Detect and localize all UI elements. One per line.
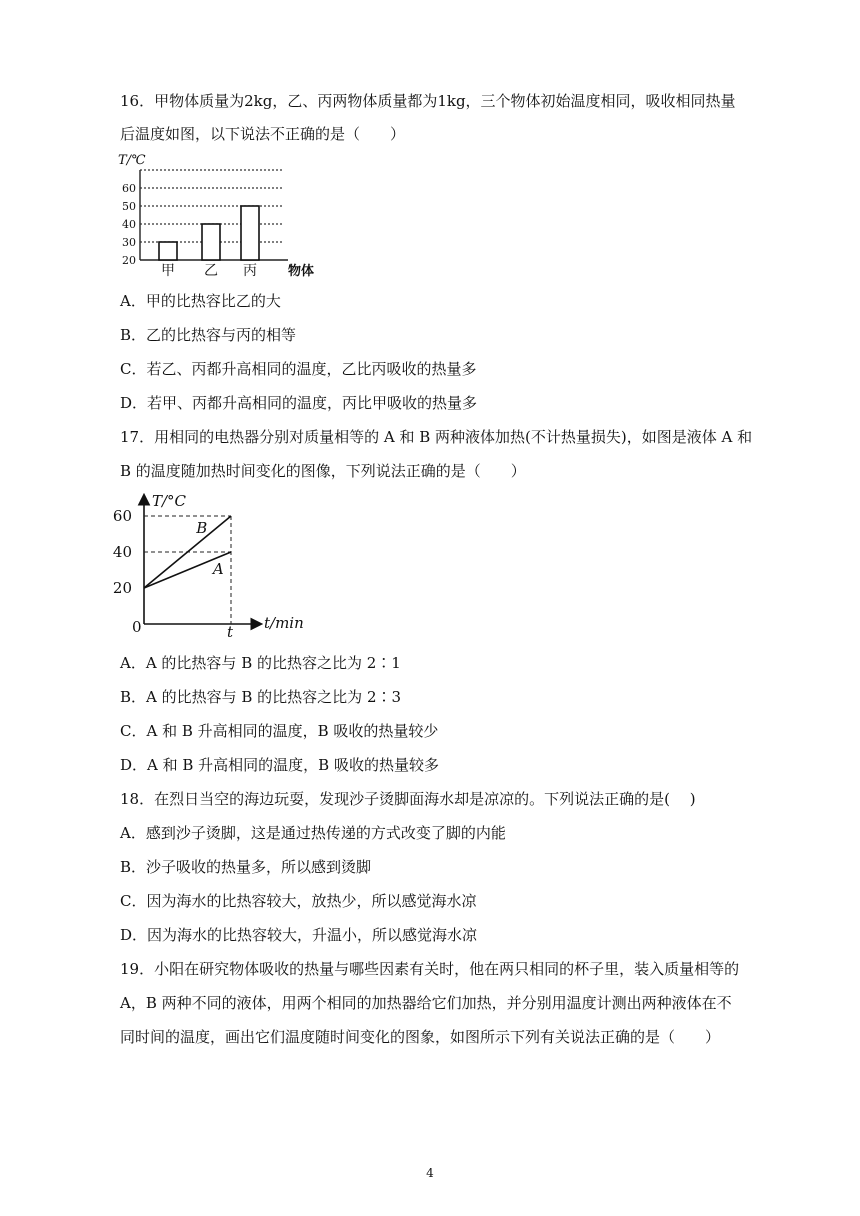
q16-y-tick-label: 20 [122,254,136,267]
q17-y-tick-label: 60 [112,507,132,525]
q16-bar [159,242,177,260]
q18-option-d: D．因为海水的比热容较大，升温小，所以感觉海水凉 [120,926,478,944]
q19-stem-line2: A，B 两种不同的液体，用两个相同的加热器给它们加热，并分别用温度计测出两种液体在不 [120,994,732,1012]
q17-stem-line2: B 的温度随加热时间变化的图像，下列说法正确的是（ ） [120,462,526,480]
page-number: 4 [426,1166,434,1180]
q16-y-tick-label: 40 [122,218,136,231]
q17-x-axis-label: t/min [264,614,304,632]
q18-option-b: B．沙子吸收的热量多，所以感到烫脚 [120,858,372,876]
q17-line-chart [110,488,320,643]
q16-bar [202,224,220,260]
q17-y-axis-label: T/°C [152,492,187,510]
q16-stem-line2: 后温度如图，以下说法不正确的是（ ） [120,125,406,143]
q17-option-b: B．A 的比热容与 B 的比热容之比为 2∶3 [120,688,402,706]
q16-stem-line1: 16．甲物体质量为2kg，乙、丙两物体质量都为1kg，三个物体初始温度相同，吸收相同热量 [120,92,736,110]
q16-option-d: D．若甲、丙都升高相同的温度，丙比甲吸收的热量多 [120,394,478,412]
q17-stem-line1: 17．用相同的电热器分别对质量相等的 A 和 B 两种液体加热(不计热量损失)，如图是液体 A 和 [120,428,753,446]
q17-series-label: B [196,518,208,537]
q18-option-a: A．感到沙子烫脚，这是通过热传递的方式改变了脚的内能 [120,824,506,842]
q19-stem-line1: 19．小阳在研究物体吸收的热量与哪些因素有关时，他在两只相同的杯子里，装入质量相等的 [120,960,740,978]
q16-bar-chart [110,148,340,283]
q17-x-tick-t: t [227,623,234,641]
q16-option-a: A．甲的比热容比乙的大 [120,292,281,310]
q16-option-c: C．若乙、丙都升高相同的温度，乙比丙吸收的热量多 [120,360,477,378]
q18-option-c: C．因为海水的比热容较大，放热少，所以感觉海水凉 [120,892,477,910]
q16-y-axis-label: T/℃ [118,153,146,168]
q17-series-label: A [212,560,224,579]
q17-y-tick-label: 20 [112,579,132,597]
q17-y-tick-label: 40 [112,543,132,561]
q17-option-c: C．A 和 B 升高相同的温度，B 吸收的热量较少 [120,722,439,740]
q18-stem-line1: 18．在烈日当空的海边玩耍，发现沙子烫脚面海水却是凉凉的。下列说法正确的是( ) [120,790,696,808]
q16-x-axis-label: 物体 [288,264,315,279]
q16-category-label: 乙 [204,263,218,279]
q16-bar [241,206,259,260]
q16-category-label: 丙 [243,263,257,279]
q17-option-a: A．A 的比热容与 B 的比热容之比为 2∶1 [120,654,401,672]
q16-y-tick-label: 30 [122,236,136,249]
q16-category-label: 甲 [161,263,175,279]
q19-stem-line3: 同时间的温度，画出它们温度随时间变化的图象，如图所示下列有关说法正确的是（ ） [120,1028,721,1046]
q17-option-d: D．A 和 B 升高相同的温度，B 吸收的热量较多 [120,756,439,774]
q17-origin-label: 0 [132,618,142,636]
q16-y-tick-label: 50 [122,200,136,213]
q16-option-b: B．乙的比热容与丙的相等 [120,326,297,344]
q16-y-tick-label: 60 [122,182,136,195]
